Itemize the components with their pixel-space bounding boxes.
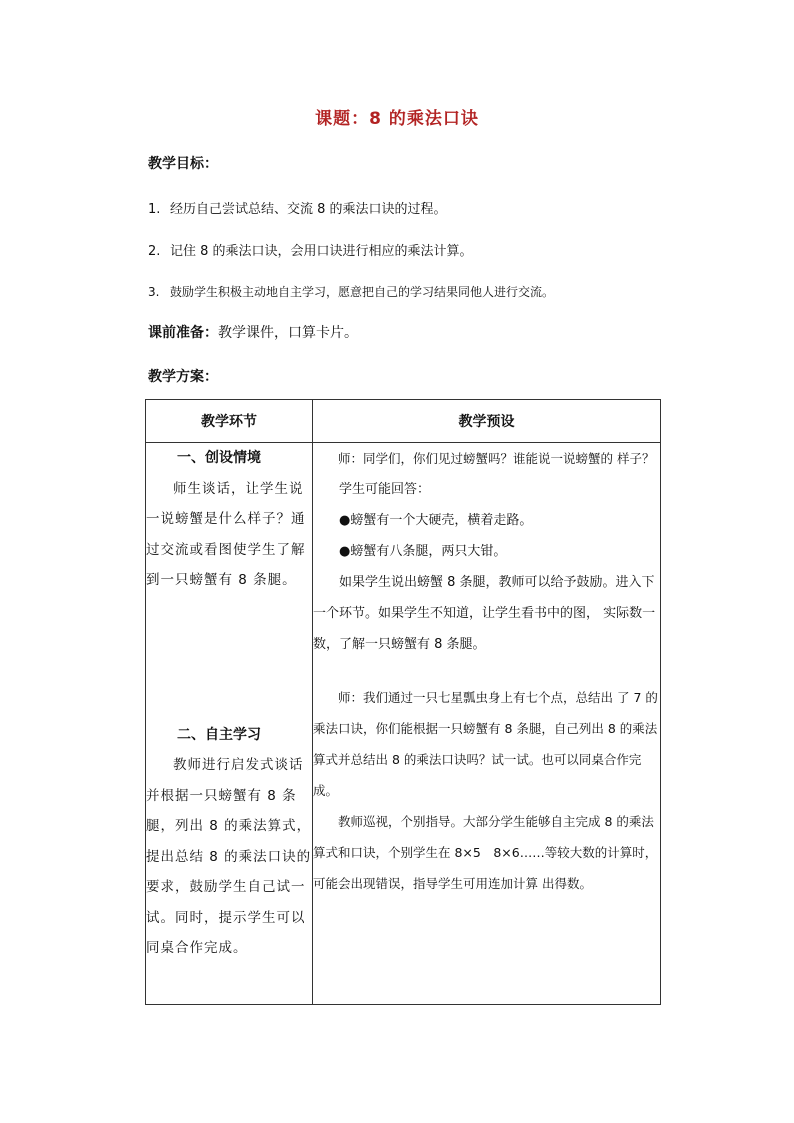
section1-title: 一、创设情境 bbox=[177, 450, 261, 466]
plan-paragraph-2: 学生可能回答： bbox=[339, 482, 431, 497]
plan-heading: 教学方案： bbox=[148, 369, 218, 385]
header-teaching-plan: 教学预设 bbox=[313, 400, 661, 443]
plan-cell bbox=[313, 443, 661, 1005]
section1-text: 师生谈话，让学生说一说螃蟹是什么样子？通过交流或看图使学生了解到一只螃蟹有 8 条腿。 bbox=[146, 480, 306, 588]
plan-bullet-2: ●螃蟹有八条腿，两只大钳。 bbox=[339, 544, 507, 559]
plan-paragraph-3: 如果学生说出螃蟹 8 条腿，教师可以给予鼓励。进入下一个环节。如果学生不知道，让学生看书中的图， 实际数一数，了解一只螃蟹有 8 条腿。 bbox=[313, 575, 656, 652]
preparation-line bbox=[148, 322, 358, 342]
objective-text: 鼓励学生积极主动地自主学习，愿意把自己的学习结果同他人进行交流。 bbox=[170, 285, 555, 299]
objective-number: 3. bbox=[148, 285, 160, 299]
objective-item-3 bbox=[148, 283, 554, 300]
objectives-heading: 教学目标： bbox=[148, 156, 218, 172]
table-row bbox=[146, 443, 661, 1005]
objective-item-1 bbox=[148, 198, 447, 217]
section2-text: 教师进行启发式谈话并根据一只螃蟹有 8 条腿，列出 8 的乘法算式，提出总结 8 的乘法口诀的要求，鼓励学生自己试一试。同时，提示学生可以同桌合作完成。 bbox=[146, 757, 312, 956]
table-header-row bbox=[146, 400, 661, 443]
objective-item-2 bbox=[148, 240, 473, 259]
preparation-label: 课前准备： bbox=[148, 325, 218, 341]
spacer bbox=[313, 660, 660, 682]
objective-number: 2. bbox=[148, 244, 161, 259]
plan-paragraph-5: 教师巡视，个别指导。大部分学生能够自主完成 8 的乘法算式和口诀，个别学生在 8×5 8×6……等较大数的计算时，可能会出现错误，指导学生可用连加计算 出得数。 bbox=[313, 814, 658, 891]
section2-title: 二、自主学习 bbox=[177, 726, 261, 743]
header-teaching-stage: 教学环节 bbox=[146, 400, 313, 443]
preparation-text: 教学课件，口算卡片。 bbox=[218, 325, 358, 341]
objective-text: 经历自己尝试总结、交流 8 的乘法口诀的过程。 bbox=[170, 202, 447, 217]
objective-text: 记住 8 的乘法口诀，会用口诀进行相应的乘法计算。 bbox=[170, 244, 473, 259]
plan-paragraph-1: 师：同学们，你们见过螃蟹吗？谁能说一说螃蟹的 样子？ bbox=[338, 451, 655, 466]
plan-paragraph-4: 师：我们通过一只七星瓢虫身上有七个点，总结出 了 7 的乘法口诀，你们能根据一只螃蟹有 8 条腿，自己列出 8 的乘法算式并总结出 8 的乘法口诀吗？试一试。也可以同桌合作完成。 bbox=[313, 690, 658, 798]
plan-bullet-1: ●螃蟹有一个大硬壳，横着走路。 bbox=[339, 513, 533, 528]
stage-cell bbox=[146, 443, 313, 1005]
objective-number: 1. bbox=[148, 202, 161, 217]
lesson-plan-table bbox=[145, 399, 661, 1005]
lesson-title: 课题：8 的乘法口诀 bbox=[315, 109, 479, 129]
